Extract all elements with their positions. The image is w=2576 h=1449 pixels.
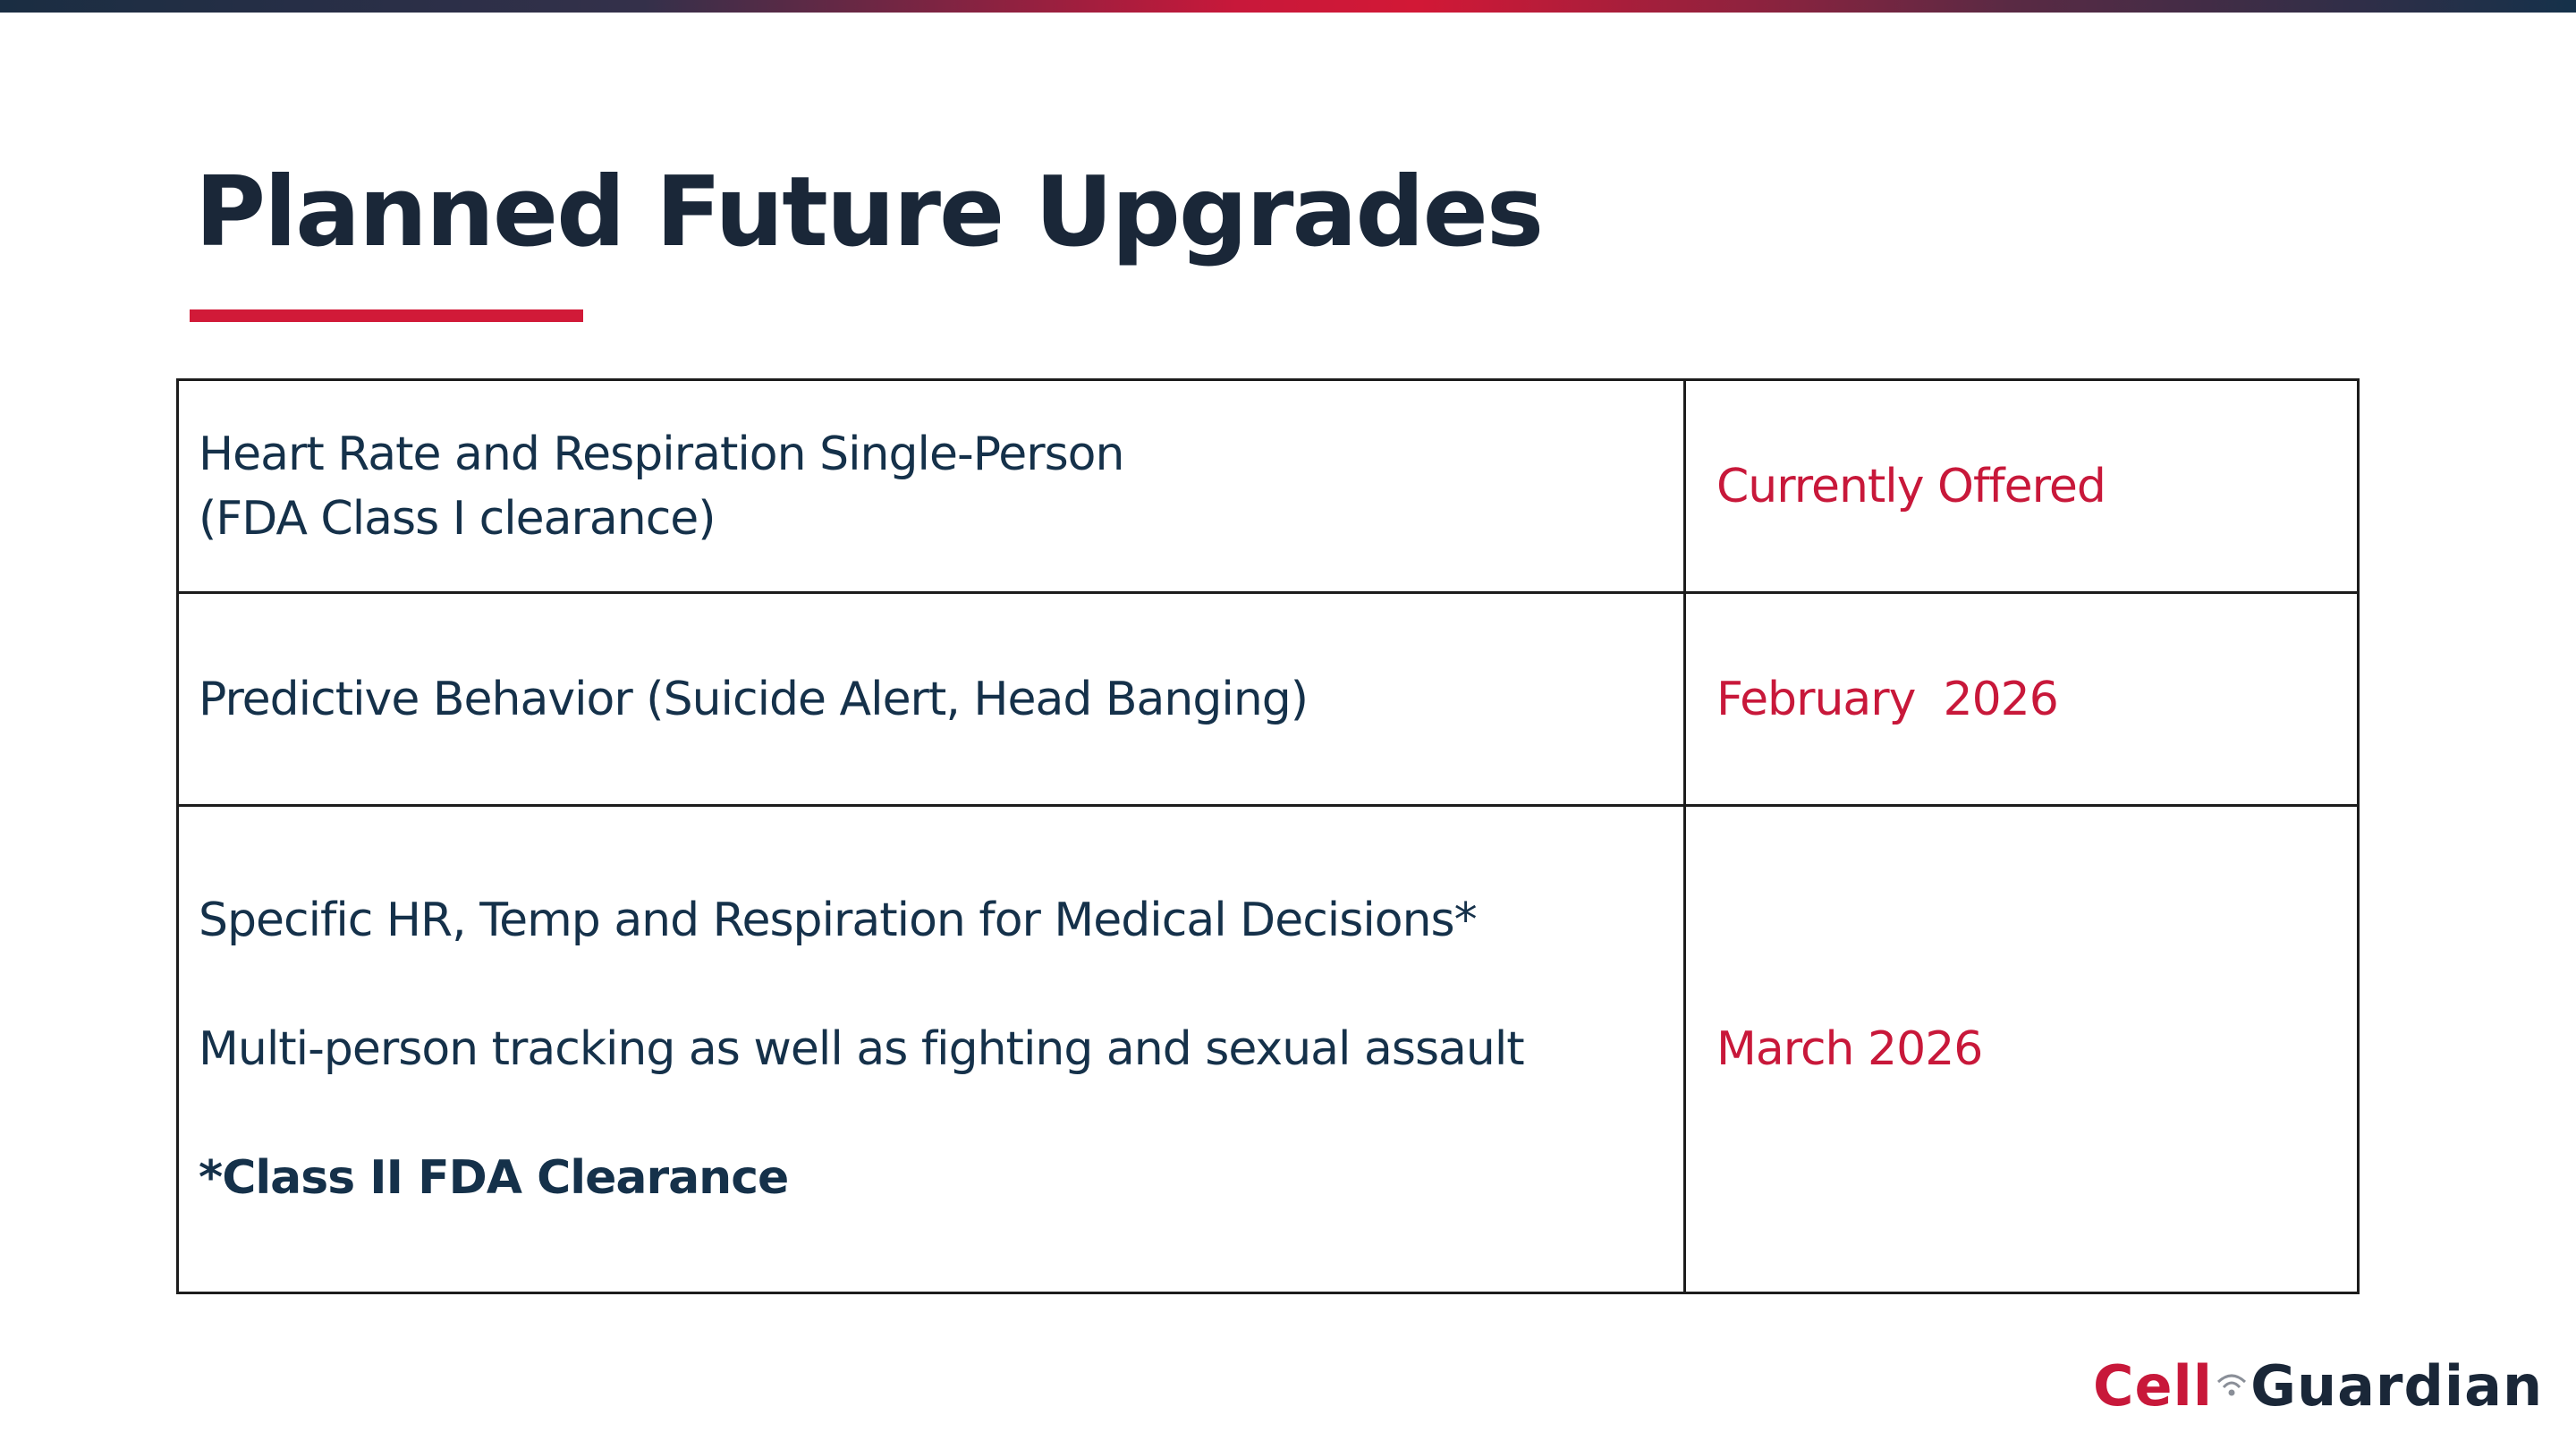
feature-text: Heart Rate and Respiration Single-Person: [199, 427, 1124, 481]
signal-wave-icon: [2215, 1368, 2249, 1403]
status-text: February 2026: [1716, 672, 2058, 726]
logo-text-guardian: Guardian: [2250, 1352, 2544, 1419]
feature-text: (FDA Class I clearance): [199, 491, 716, 546]
slide-title: Planned Future Upgrades: [195, 157, 1543, 268]
logo-text-cell: Cell: [2093, 1352, 2214, 1419]
feature-text: Multi-person tracking as well as fighting and sexual assault: [199, 1022, 1524, 1076]
status-cell: [1685, 380, 2359, 593]
feature-cell: [178, 380, 1685, 593]
upgrades-table: [176, 378, 2360, 1294]
feature-text: Predictive Behavior (Suicide Alert, Head Banging): [199, 672, 1309, 726]
status-cell: [1685, 806, 2359, 1293]
status-text: March 2026: [1716, 1022, 1983, 1076]
table-row: [178, 593, 2359, 806]
top-accent-bar: [0, 0, 2576, 13]
feature-cell: [178, 593, 1685, 806]
cellguardian-logo: [2093, 1354, 2543, 1417]
title-underline: [190, 309, 583, 322]
status-text: Currently Offered: [1716, 459, 2106, 513]
table-row: [178, 380, 2359, 593]
table-row: [178, 806, 2359, 1293]
feature-cell: [178, 806, 1685, 1293]
feature-text: Specific HR, Temp and Respiration for Medical Decisions*: [199, 894, 1477, 947]
status-cell: [1685, 593, 2359, 806]
clearance-footnote: *Class II FDA Clearance: [199, 1151, 789, 1205]
